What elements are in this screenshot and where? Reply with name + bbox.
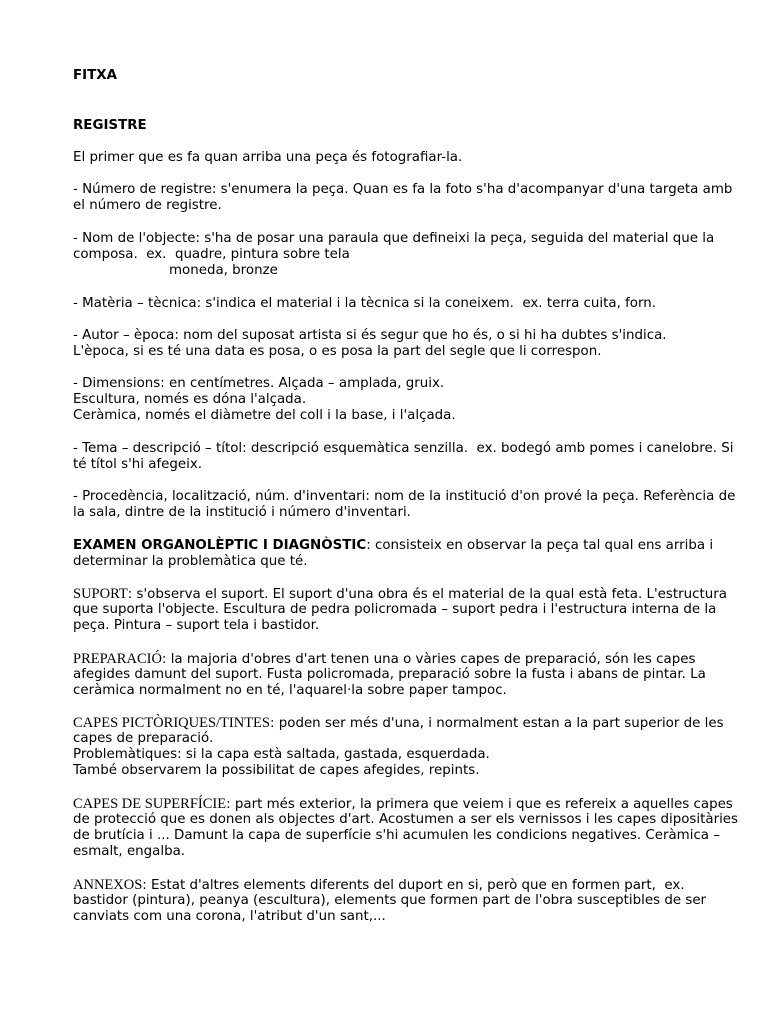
suport-text: : s'observa el suport. El suport d'una obra és el material de la qual està feta. L'estructura [127,587,727,602]
paragraph-numero-line: - Número de registre: s'enumera la peça. Quan es fa la foto s'ha d'acompanyar d'una targeta amb [73,182,733,197]
paragraph-procedencia-line: la sala, dintre de la institució i número d'inventari. [73,505,411,520]
paragraph-capes-superficie-line: de protecció que es donen als objectes d'art. Acostumen a ser els vernissos i les capes dipositàries [73,812,739,827]
paragraph-autor-line: - Autor – època: nom del suposat artista si és segur que ho és, o si hi ha dubtes s'indica. [73,328,667,343]
examen-text: : consisteix en observar la peça tal qual ens arriba i [366,538,714,553]
paragraph-suport-line: peça. Pintura – suport tela i bastidor. [73,618,320,633]
section-heading-examen: EXAMEN ORGANOLÈPTIC I DIAGNÒSTIC [73,538,367,553]
paragraph-capes-pictoriques-line: També observarem la possibilitat de capes afegides, repints. [73,763,480,778]
paragraph-dimensions-line: - Dimensions: en centímetres. Alçada – amplada, gruix. [73,376,445,391]
paragraph-procedencia-line: - Procedència, localització, núm. d'inventari: nom de la institució d'on prové la peça. Referència de [73,489,736,504]
paragraph-examen-line [73,538,713,554]
paragraph-suport-line [73,586,727,603]
preparacio-label: PREPARACIÓ [73,651,162,667]
section-heading-registre: REGISTRE [73,118,147,133]
annexos-text: : Estat d'altres elements diferents del duport en si, però que en formen part, ex. [142,878,685,893]
capes-pictoriques-label: CAPES PICTÒRIQUES/TINTES [73,715,270,731]
doc-title: FITXA [73,68,117,83]
paragraph-dimensions-line: Ceràmica, només el diàmetre del coll i la base, i l'alçada. [73,408,456,423]
paragraph-nom-line: composa. ex. quadre, pintura sobre tela [73,247,350,262]
paragraph-numero-line: el número de registre. [73,198,222,213]
paragraph-examen-line: determinar la problemàtica que té. [73,554,308,569]
paragraph-preparacio-line: afegides damunt del suport. Fusta policromada, preparació sobre la fusta i abans de pintar. La [73,667,706,682]
paragraph-materia: - Matèria – tècnica: s'indica el material i la tècnica si la coneixem. ex. terra cuita, forn. [73,296,657,311]
paragraph-capes-superficie-line: esmalt, engalba. [73,844,186,859]
capes-pictoriques-text: : poden ser més d'una, i normalment estan a la part superior de les [269,716,724,731]
paragraph-nom-line: - Nom de l'objecte: s'ha de posar una paraula que defineixi la peça, seguida del material que la [73,231,715,246]
capes-superficie-text: : part més exterior, la primera que veiem i que es refereix a aquelles capes [226,797,733,812]
paragraph-capes-pictoriques-line [73,715,724,732]
paragraph-annexos-line [73,877,685,894]
paragraph-preparacio-line [73,651,695,668]
paragraph-preparacio-line: ceràmica normalment no en té, l'aquarel·la sobre paper tampoc. [73,683,507,698]
paragraph-capes-superficie-line [73,796,733,813]
paragraph-tema-line: té títol s'hi afegeix. [73,457,203,472]
preparacio-text: : la majoria d'obres d'art tenen una o vàries capes de preparació, són les capes [161,652,696,667]
annexos-label: ANNEXOS [73,877,143,893]
paragraph-annexos-line: bastidor (pintura), peanya (escultura), elements que formen part de l'obra susceptibles de ser [73,893,707,908]
paragraph-capes-pictoriques-line: capes de preparació. [73,731,214,746]
paragraph-dimensions-line: Escultura, només es dóna l'alçada. [73,392,307,407]
paragraph-capes-pictoriques-line: Problemàtiques: si la capa està saltada, gastada, esquerdada. [73,747,490,762]
capes-superficie-label: CAPES DE SUPERFÍCIE [73,796,227,812]
paragraph-tema-line: - Tema – descripció – títol: descripció esquemàtica senzilla. ex. bodegó amb pomes i canelobre. Si [73,441,734,456]
paragraph-intro: El primer que es fa quan arriba una peça és fotografiar-la. [73,150,463,165]
suport-label: SUPORT [73,586,128,602]
paragraph-capes-superficie-line: de brutícia i ... Damunt la capa de superfície s'hi acumulen les condicions negatives. Ceràmica – [73,828,720,843]
paragraph-nom-line: moneda, bronze [169,263,278,278]
paragraph-annexos-line: canviats com una corona, l'atribut d'un sant,... [73,909,386,924]
paragraph-autor-line: L'època, si es té una data es posa, o es posa la part del segle que li correspon. [73,344,602,359]
paragraph-suport-line: que suporta l'objecte. Escultura de pedra policromada – suport pedra i l'estructura interna de la [73,602,717,617]
